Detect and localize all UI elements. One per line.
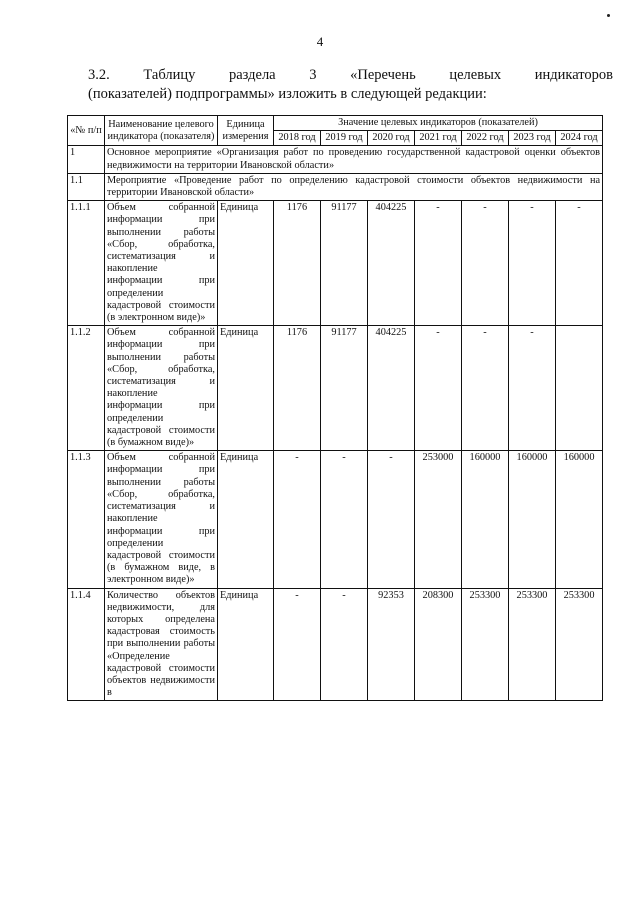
row-num: 1.1 xyxy=(68,173,105,200)
table-row xyxy=(68,326,603,451)
row-value: - xyxy=(462,326,509,451)
indicators-table xyxy=(67,115,603,701)
row-num: 1.1.3 xyxy=(68,451,105,588)
header-year: 2020 год xyxy=(368,131,415,146)
page-number: 4 xyxy=(316,34,324,49)
header-num: «№ п/п xyxy=(68,116,105,146)
scan-dot xyxy=(607,14,610,17)
intro-paragraph xyxy=(88,66,613,104)
header-year: 2024 год xyxy=(556,131,603,146)
row-value: 253300 xyxy=(509,588,556,701)
header-year: 2021 год xyxy=(415,131,462,146)
header-year: 2019 год xyxy=(321,131,368,146)
table-row xyxy=(68,201,603,326)
header-values-group: Значение целевых индикаторов (показателей) xyxy=(274,116,603,131)
row-value: 160000 xyxy=(556,451,603,588)
header-unit: Единица измерения xyxy=(218,116,274,146)
row-value: 91177 xyxy=(321,326,368,451)
table-row xyxy=(68,588,603,701)
header-year: 2018 год xyxy=(274,131,321,146)
row-value: 91177 xyxy=(321,201,368,326)
table-row xyxy=(68,451,603,588)
table-header-row xyxy=(68,116,603,131)
row-value xyxy=(556,326,603,451)
row-value: - xyxy=(274,588,321,701)
row-num: 1.1.4 xyxy=(68,588,105,701)
row-value: 253300 xyxy=(556,588,603,701)
header-name: Наименование целевого индикатора (показателя) xyxy=(105,116,218,146)
row-value: 404225 xyxy=(368,201,415,326)
row-value: 160000 xyxy=(509,451,556,588)
row-value: - xyxy=(321,451,368,588)
row-num: 1.1.2 xyxy=(68,326,105,451)
intro-line-2: (показателей) подпрограммы» изложить в следующей редакции: xyxy=(88,86,487,102)
row-unit: Единица xyxy=(218,588,274,701)
row-value: - xyxy=(415,201,462,326)
row-value: - xyxy=(415,326,462,451)
row-value: 253000 xyxy=(415,451,462,588)
row-value: 404225 xyxy=(368,326,415,451)
row-num: 1 xyxy=(68,146,105,173)
row-main-activity: Основное мероприятие «Организация работ по проведению государственной кадастровой оценки объектов недвижимости на территории Ивановской области» xyxy=(105,146,603,173)
row-indicator-name: Количество объектов недвижимости, для которых определена кадастровая стоимость при выполнении работы «Определение кадастровой стоимости объектов недвижимости в xyxy=(105,588,218,701)
row-indicator-name: Объем собранной информации при выполнении работы «Сбор, обработка, систематизация и накопление информации при определении кадастровой стоимости (в электронном виде)» xyxy=(105,201,218,326)
row-value: - xyxy=(509,326,556,451)
header-year: 2023 год xyxy=(509,131,556,146)
row-value: 160000 xyxy=(462,451,509,588)
row-activity: Мероприятие «Проведение работ по определению кадастровой стоимости объектов недвижимости на территории Ивановской области» xyxy=(105,173,603,200)
row-value: - xyxy=(274,451,321,588)
row-value: 1176 xyxy=(274,201,321,326)
row-value: 208300 xyxy=(415,588,462,701)
row-value: - xyxy=(509,201,556,326)
row-value: 253300 xyxy=(462,588,509,701)
row-indicator-name: Объем собранной информации при выполнении работы «Сбор, обработка, систематизация и накопление информации при определении кадастровой стоимости (в бумажном виде)» xyxy=(105,326,218,451)
row-value: - xyxy=(321,588,368,701)
row-unit: Единица xyxy=(218,326,274,451)
row-unit: Единица xyxy=(218,451,274,588)
row-value: 92353 xyxy=(368,588,415,701)
table-row xyxy=(68,173,603,200)
row-unit: Единица xyxy=(218,201,274,326)
row-num: 1.1.1 xyxy=(68,201,105,326)
row-indicator-name: Объем собранной информации при выполнении работы «Сбор, обработка, систематизация и накопление информации при определении кадастровой стоимости (в бумажном виде, в электронном виде)» xyxy=(105,451,218,588)
table-row xyxy=(68,146,603,173)
row-value: - xyxy=(368,451,415,588)
row-value: - xyxy=(556,201,603,326)
row-value: - xyxy=(462,201,509,326)
row-value: 1176 xyxy=(274,326,321,451)
intro-line-1: 3.2. Таблицу раздела 3 «Перечень целевых индикаторов xyxy=(88,67,613,83)
header-year: 2022 год xyxy=(462,131,509,146)
